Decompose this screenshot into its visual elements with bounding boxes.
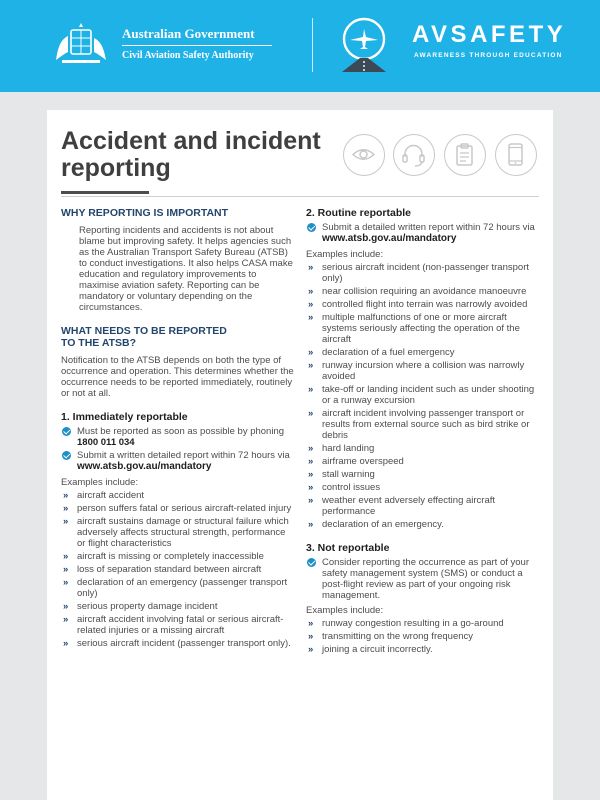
avsafety-logo-icon <box>336 16 392 74</box>
why-heading: WHY REPORTING IS IMPORTANT <box>61 207 229 219</box>
check-icon <box>62 427 71 436</box>
not-reportable-check <box>306 557 544 601</box>
wordmark-rule <box>122 45 272 46</box>
list-item: » weather event adversely effecting aircraft performance <box>306 495 544 517</box>
list-item: » multiple malfunctions of one or more aircraft systems seriously affecting the operation of the aircraft <box>306 312 544 345</box>
agency-name: Civil Aviation Safety Authority <box>122 50 254 61</box>
what-heading-line1: WHAT NEEDS TO BE REPORTED <box>61 325 227 337</box>
list-item: » transmitting on the wrong frequency <box>306 631 544 642</box>
list-item: » aircraft accident involving fatal or serious aircraft-related injuries or a missing aircraft <box>61 614 296 636</box>
what-heading <box>61 325 296 349</box>
routine-heading: 2. Routine reportable <box>306 207 412 219</box>
not-reportable-examples-label: Examples include: <box>306 605 384 616</box>
list-item: » serious aircraft incident (passenger transport only). <box>61 638 296 649</box>
not-reportable-heading: 3. Not reportable <box>306 542 390 554</box>
immediately-examples-list <box>61 490 296 649</box>
list-item: » control issues <box>306 482 544 493</box>
immediately-check2-text: Submit a written detailed report within 72 hours via <box>77 450 290 461</box>
page-title: Accident and incident reporting <box>61 127 321 182</box>
mandatory-url-link[interactable]: www.atsb.gov.au/mandatory <box>77 461 212 472</box>
list-item: » serious property damage incident <box>61 601 296 612</box>
list-item: » controlled flight into terrain was narrowly avoided <box>306 299 544 310</box>
mandatory-url-link[interactable]: www.atsb.gov.au/mandatory <box>322 233 457 244</box>
list-item: » aircraft sustains damage or structural failure which adversely affects structural strength, performance or flight characteristics <box>61 516 296 549</box>
list-item: » airframe overspeed <box>306 456 544 467</box>
list-item: » loss of separation standard between aircraft <box>61 564 296 575</box>
immediately-check-phone <box>61 426 296 448</box>
not-reportable-examples-list <box>306 618 544 655</box>
header-banner <box>0 0 600 92</box>
list-item: » take-off or landing incident such as under shooting or a runway excursion <box>306 384 544 406</box>
immediately-check-report <box>61 450 296 473</box>
immediately-check1-text: Must be reported as soon as possible by phoning <box>77 426 285 437</box>
government-name: Australian Government <box>122 26 255 41</box>
list-item: » declaration of a fuel emergency <box>306 347 544 358</box>
title-underline <box>61 191 149 194</box>
avsafety-tagline: AWARENESS THROUGH EDUCATION <box>414 52 563 59</box>
clipboard-icon <box>444 134 486 176</box>
left-column <box>61 207 296 649</box>
list-item: » near collision requiring an avoidance manoeuvre <box>306 286 544 297</box>
list-item: » aircraft incident involving passenger transport or results from external source such as bird strike or debris <box>306 408 544 441</box>
list-item: » declaration of an emergency. <box>306 519 544 530</box>
list-item: » hard landing <box>306 443 544 454</box>
check-icon <box>307 558 316 567</box>
immediately-heading: 1. Immediately reportable <box>61 411 188 423</box>
right-column <box>306 207 544 655</box>
check-icon <box>62 451 71 460</box>
list-item: » declaration of an emergency (passenger transport only) <box>61 577 296 599</box>
phone-icon <box>495 134 537 176</box>
list-item: » serious aircraft incident (non-passenger transport only) <box>306 262 544 284</box>
list-item: » joining a circuit incorrectly. <box>306 644 544 655</box>
list-item: » stall warning <box>306 469 544 480</box>
headset-icon <box>393 134 435 176</box>
routine-check-report <box>306 222 544 245</box>
what-body: Notification to the ATSB depends on both the type of occurrence and operation. This determines whether the occurrence needs to be reported immediately, routinely or not at all. <box>61 355 294 399</box>
phone-number: 1800 011 034 <box>77 437 135 448</box>
banner-divider <box>312 18 313 72</box>
title-divider <box>61 196 539 197</box>
why-body: Reporting incidents and accidents is not about blame but improving safety. It helps agencies such as the Australian Transport Safety Bureau (ATSB) to conduct investigations. It also helps CASA make education and regulatory improvements to maximise aviation safety. Reporting can be mandatory or voluntary depending on the circumstances. <box>79 225 293 313</box>
coat-of-arms-logo <box>50 22 112 66</box>
list-item: » runway incursion where a collision was narrowly avoided <box>306 360 544 382</box>
list-item: » aircraft accident <box>61 490 296 501</box>
government-wordmark <box>122 26 272 62</box>
avsafety-wordmark: AVSAFETY <box>412 21 567 48</box>
what-heading-line2: TO THE ATSB? <box>61 337 137 349</box>
check-icon <box>307 223 316 232</box>
not-reportable-check-text: Consider reporting the occurrence as part of your safety management system (SMS) or conduct a post-flight review as part of your ongoing risk management. <box>322 557 529 601</box>
list-item: » person suffers fatal or serious aircraft-related injury <box>61 503 296 514</box>
routine-check-text: Submit a detailed written report within 72 hours via <box>322 222 535 233</box>
eye-icon <box>343 134 385 176</box>
routine-examples-list <box>306 262 544 530</box>
routine-examples-label: Examples include: <box>306 249 384 260</box>
list-item: » aircraft is missing or completely inaccessible <box>61 551 296 562</box>
fact-sheet <box>47 110 553 800</box>
immediately-examples-label: Examples include: <box>61 477 139 488</box>
list-item: » runway congestion resulting in a go-around <box>306 618 544 629</box>
